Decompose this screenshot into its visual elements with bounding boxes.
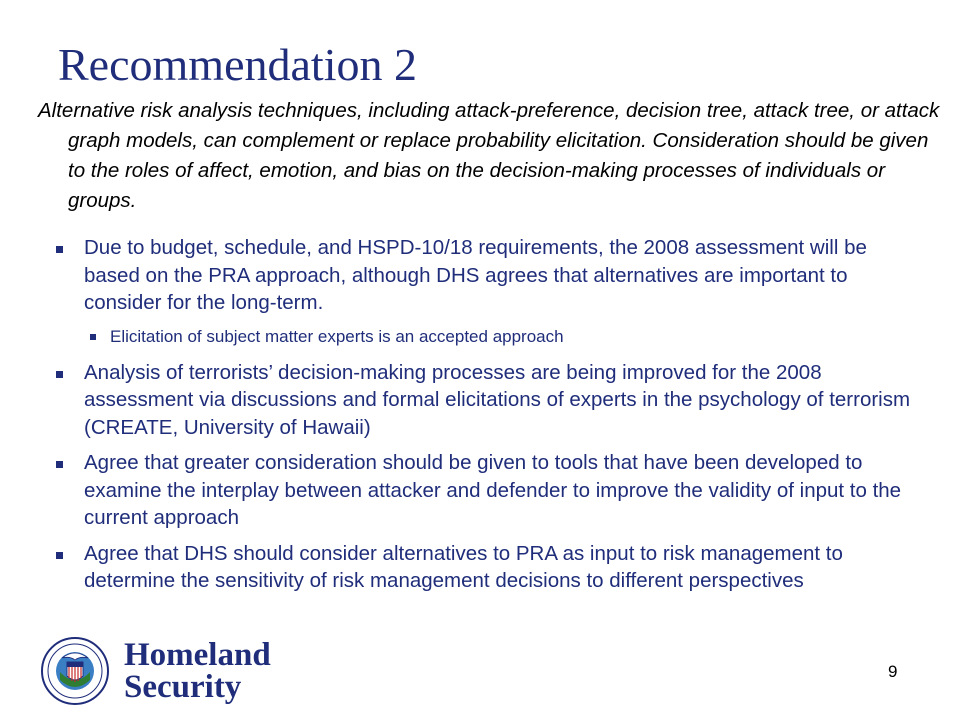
bullet-list [52,234,922,603]
homeland-security-wordmark [124,639,271,703]
bullet-text: Due to budget, schedule, and HSPD-10/18 requirements, the 2008 assessment will be based on the PRA approach, although DHS agrees that alternatives are important to consider for the long-term. [84,236,867,314]
square-bullet-icon [56,552,63,559]
bullet-item [52,359,922,442]
square-bullet-icon [90,334,96,340]
page-number: 9 [888,662,898,681]
wordmark-line-2: Security [124,669,242,705]
dhs-seal-icon [40,636,110,706]
square-bullet-icon [56,246,63,253]
square-bullet-icon [56,371,63,378]
slide-title: Recommendation 2 [58,39,417,90]
bullet-item [52,449,922,532]
dhs-logo [40,636,271,706]
intro-paragraph: Alternative risk analysis techniques, including attack-preference, decision tree, attack tree, or attack graph models, can complement or replace probability elicitation. Consideration should be given to the roles of affect, emotion, and bias on the decision-making processes of individuals or groups. [38,99,940,212]
bullet-text: Agree that greater consideration should be given to tools that have been developed to examine the interplay between attacker and defender to improve the validity of input to the current approach [84,451,902,529]
wordmark-line-1: Homeland [124,637,271,673]
bullet-text: Agree that DHS should consider alternatives to PRA as input to risk management to determine the sensitivity of risk management decisions to different perspectives [84,541,843,592]
sub-bullet-text: Elicitation of subject matter experts is an accepted approach [110,326,564,346]
square-bullet-icon [56,461,63,468]
bullet-item [52,540,922,595]
sub-bullet-item [90,325,922,349]
bullet-item [52,234,922,317]
bullet-text: Analysis of terrorists’ decision-making processes are being improved for the 2008 assessment via discussions and formal elicitations of experts in the psychology of terrorism (CREATE, University of Hawaii) [84,360,911,439]
